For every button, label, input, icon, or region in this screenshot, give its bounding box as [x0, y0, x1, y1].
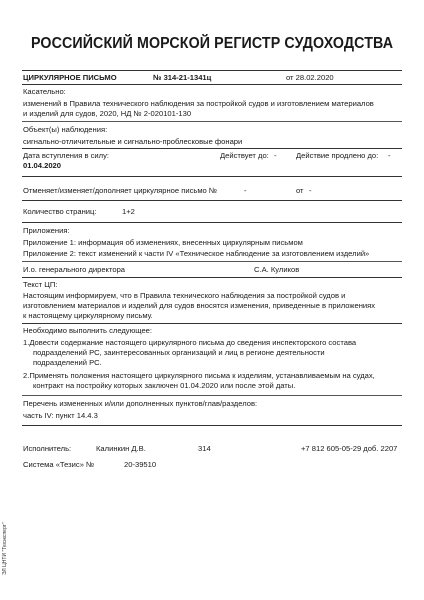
divider — [22, 277, 402, 278]
executor-name: Калинкин Д.В. — [96, 444, 146, 453]
effective-date-value: 01.04.2020 — [23, 161, 62, 170]
objects-value: сигнально-отличительные и сигнально-проблесковые фонари — [23, 137, 243, 146]
subject-line-2: и изделий для судов, 2020, НД № 2-020101-130 — [23, 109, 192, 118]
effective-date-label: Дата вступления в силу: — [23, 151, 109, 160]
divider — [22, 84, 402, 85]
action-item-1-line-1: 1.Довести содержание настоящего циркулярного письма до сведения инспекторского состава — [23, 338, 357, 347]
divider — [22, 121, 402, 122]
text-line-1: Настоящим информируем, что в Правила технического наблюдения за постройкой судов и — [23, 291, 346, 300]
pages-value: 1+2 — [122, 207, 135, 216]
cancels-from-value: - — [309, 186, 312, 195]
objects-label: Объект(ы) наблюдения: — [23, 125, 108, 134]
action-item-2-line-2: контракт на постройку которых заключен 01.04.2020 или после этой даты. — [33, 381, 296, 390]
actions-label: Необходимо выполнить следующее: — [23, 326, 153, 335]
changes-label: Перечень измененных и/или дополненных пунктов/глав/разделов: — [23, 399, 258, 408]
text-label: Текст ЦП: — [23, 280, 58, 289]
divider — [22, 200, 402, 201]
system-value: 20-39510 — [124, 460, 157, 469]
signatory-name: С.А. Куликов — [254, 265, 300, 274]
valid-until-label: Действует до: — [220, 151, 269, 160]
action-item-1-line-3: подразделений РС. — [33, 358, 102, 367]
executor-extension: 314 — [198, 444, 211, 453]
subject-label: Касательно: — [23, 87, 66, 96]
letter-date: от 28.02.2020 — [286, 73, 334, 82]
executor-label: Исполнитель: — [23, 444, 72, 453]
executor-phone: +7 812 605-05-29 доб. 2207 — [301, 444, 398, 453]
appendix-item: Приложение 2: текст изменений к части IV «Техническое наблюдение за изготовлением изделий» — [23, 249, 370, 258]
valid-until-value: - — [274, 151, 277, 160]
appendices-label: Приложения: — [23, 226, 70, 235]
letter-number: № 314-21-1341ц — [153, 73, 212, 82]
letter-type: ЦИРКУЛЯРНОЕ ПИСЬМО — [23, 73, 117, 82]
header-divider — [22, 70, 402, 71]
divider — [22, 395, 402, 396]
side-stamp: ЭЛ ЦНТИ "Техэксперт" — [2, 522, 8, 575]
action-item-1-line-2: подразделений РС, заинтересованных организаций и лиц в регионе деятельности — [33, 348, 325, 357]
document-header — [22, 22, 412, 66]
system-label: Система «Тезис» № — [23, 460, 95, 469]
divider — [22, 261, 402, 262]
extended-until-value: - — [388, 151, 391, 160]
divider — [22, 176, 402, 177]
signatory-position: И.о. генерального директора — [23, 265, 126, 274]
text-line-2: изготовлением материалов и изделий для судов вносятся изменения, приведенные в приложениях — [23, 301, 376, 310]
cancels-from-label: от — [296, 186, 304, 195]
text-line-3: к настоящему циркулярному письму. — [23, 311, 153, 320]
changes-value: часть IV: пункт 14.4.3 — [23, 411, 98, 420]
action-item-2-line-1: 2.Применять положения настоящего циркулярного письма к изделиям, устанавливаемым на судах, — [23, 371, 375, 380]
pages-label: Количество страниц: — [23, 207, 97, 216]
cancels-label: Отменяет/изменяет/дополняет циркулярное письмо № — [23, 186, 218, 195]
cancels-number: - — [244, 186, 247, 195]
divider — [22, 425, 402, 426]
subject-line-1: изменений в Правила технического наблюдения за постройкой судов и изготовлением материалов — [23, 99, 374, 108]
divider — [22, 323, 402, 324]
organization-name: РОССИЙСКИЙ МОРСКОЙ РЕГИСТР СУДОХОДСТВА — [31, 35, 394, 52]
extended-until-label: Действие продлено до: — [296, 151, 379, 160]
divider — [22, 222, 402, 223]
divider — [22, 148, 402, 149]
appendix-item: Приложение 1: информация об изменениях, внесенных циркулярным письмом — [23, 238, 303, 247]
